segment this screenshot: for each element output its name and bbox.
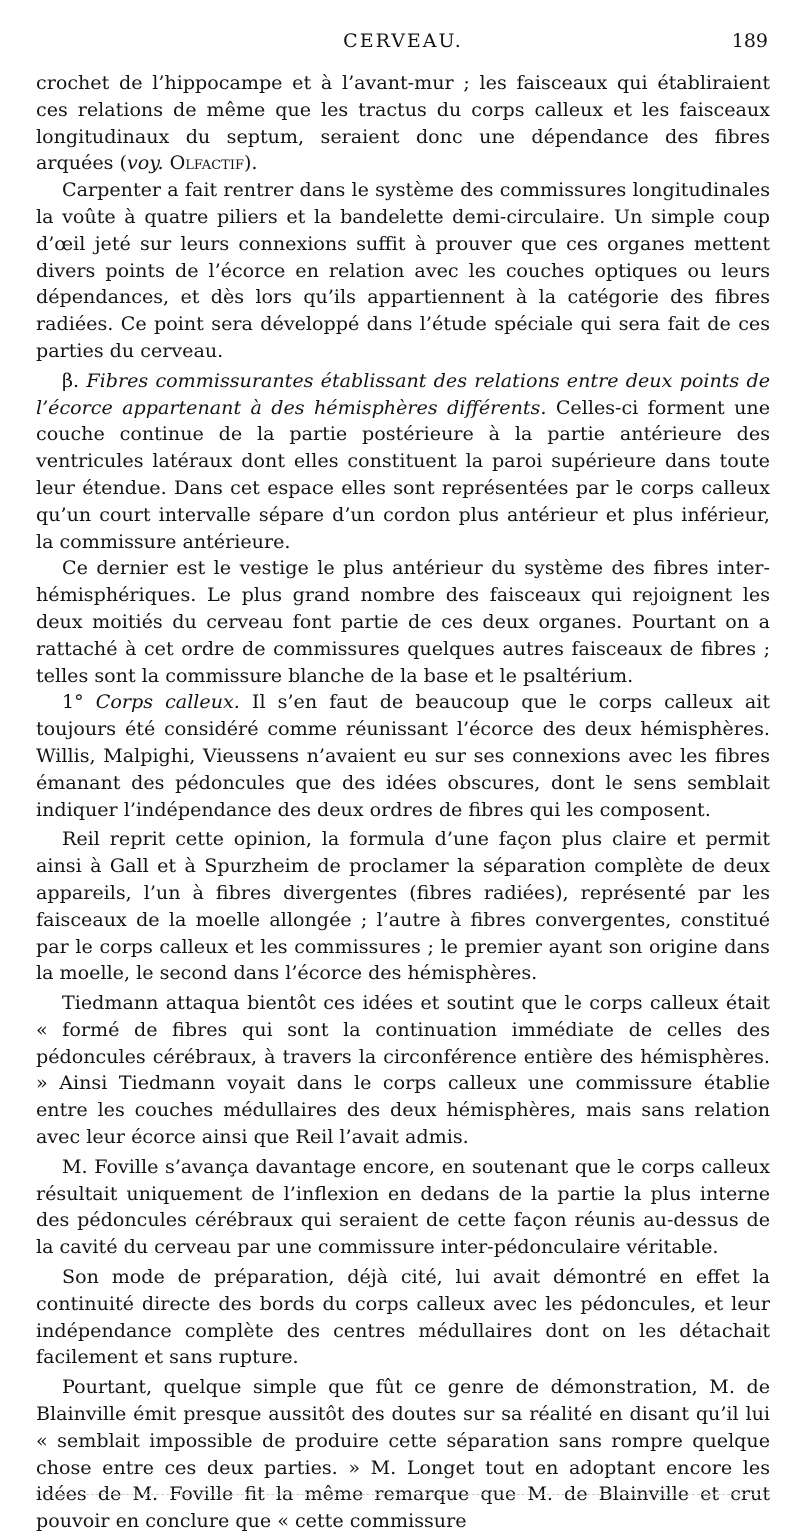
paragraph-7: Tiedmann attaqua bientôt ces idées et soutint que le corps calleux était « formé de fibres qui sont la continuation immédiate de celles des pédoncules cérébraux, à travers la circonférence entière des hémisphères. » Ainsi Tiedmann voyait dans le corps calleux une commissure établie entre les couches médullaires des deux hémisphères, mais sans relation avec leur écorce ainsi que Reil l’avait admis. [36, 991, 770, 1149]
page-header [36, 30, 770, 70]
section-heading: Corps calleux. [95, 690, 240, 714]
bottom-rule [36, 1494, 770, 1495]
paragraph-text-end: ). [243, 151, 258, 175]
paragraph-8: M. Foville s’avança davantage encore, en soutenant que le corps calleux résultait uniquement de l’inflexion en dedans de la partie la plus interne des pédoncules cérébraux qui seraient de cette façon réunis au-dessus de la cavité du cerveau par une commissure inter-pédonculaire véritable. [36, 1154, 770, 1259]
section-marker: 1° [62, 690, 96, 714]
paragraph-3 [36, 368, 770, 556]
section-marker: β. [62, 368, 87, 392]
paragraph-2: Carpenter a fait rentrer dans le système des commissures longitudinales la voûte à quatre piliers et la bandelette demi-circulaire. Un simple coup d’œil jeté sur leurs connexions suffit à prouver que ces organes mettent divers points de l’écorce en relation avec les couches optiques ou leurs dépendances, et dès lors qu’ils appartiennent à la catégorie des fibres radiées. Ce point sera développé dans l’étude spéciale qui sera fait de ces parties du cerveau. [36, 178, 770, 362]
voy-abbreviation: voy. [126, 151, 164, 175]
paragraph-text: Celles-ci forment une couche continue de la partie postérieure à la partie antérieure des ventricules latéraux dont elles constituent la paroi supérieure dans toute leur étendue. Dans cet espace elles sont représentées par le corps calleux qu’un court intervalle sépare d’un cordon plus antérieur et plus inférieur, la commissure antérieure. [36, 395, 771, 553]
section-heading: Fibres commissurantes établissant des relations entre deux points de l’écorce appartenant à des hémisphères différents. [36, 368, 770, 419]
paragraph-text: crochet de l’hippocampe et à l’avant-mur ; les faisceaux qui établiraient ces relations de même que les tractus du corps calleux et les faisceaux longitudinaux du septum, seraient donc une dépendance des fibres arquées ( [36, 71, 770, 175]
paragraph-4: Ce dernier est le vestige le plus antérieur du système des fibres inter-hémisphériques. Le plus grand nombre des faisceaux qui rejoignent les deux moitiés du cerveau font partie de ces deux organes. Pourtant on a rattaché à cet ordre de commissures quelques autres faisceaux de fibres ; telles sont la commissure blanche de la base et le psaltérium. [36, 556, 770, 687]
paragraph-10: Pourtant, quelque simple que fût ce genre de démonstration, M. de Blainville émit presque aussitôt des doutes sur sa réalité en disant qu’il lui « semblait impossible de produire cette séparation sans rompre quelque chose entre ces deux parties. » M. Longet tout en adoptant encore les idées de M. Foville fit la même remarque que M. de Blainville et crut pouvoir en conclure que « cette commissure [36, 1375, 770, 1533]
page-number: 189 [731, 30, 768, 52]
paragraph-text: Il s’en faut de beaucoup que le corps calleux ait toujours été considéré comme réunissant l’écorce des deux hémisphères. Willis, Malpighi, Vieussens n’avaient eu sur ses connexions avec les fibres émanant des pédoncules que des idées obscures, dont le sens semblait indiquer l’indépendance des deux ordres de fibres qui les composent. [36, 690, 770, 821]
paragraph-5 [36, 689, 770, 823]
paragraph-9: Son mode de préparation, déjà cité, lui avait démontré en effet la continuité directe des bords du corps calleux avec les pédoncules, et leur indépendance complète des centres médullaires dont on les détachait facilement et sans rupture. [36, 1265, 770, 1369]
running-title: CERVEAU. [343, 30, 463, 52]
cross-reference: Olfactif [163, 151, 244, 175]
paragraph-1 [36, 70, 770, 177]
paragraph-6: Reil reprit cette opinion, la formula d’une façon plus claire et permit ainsi à Gall et à Spurzheim de proclamer la séparation complète de deux appareils, l’un à fibres divergentes (fibres radiées), représenté par les faisceaux de la moelle allongée ; l’autre à fibres convergentes, constitué par le corps calleux et les commissures ; le premier ayant son origine dans la moelle, le second dans l’écorce des hémisphères. [36, 827, 770, 985]
body-text [36, 70, 770, 1535]
